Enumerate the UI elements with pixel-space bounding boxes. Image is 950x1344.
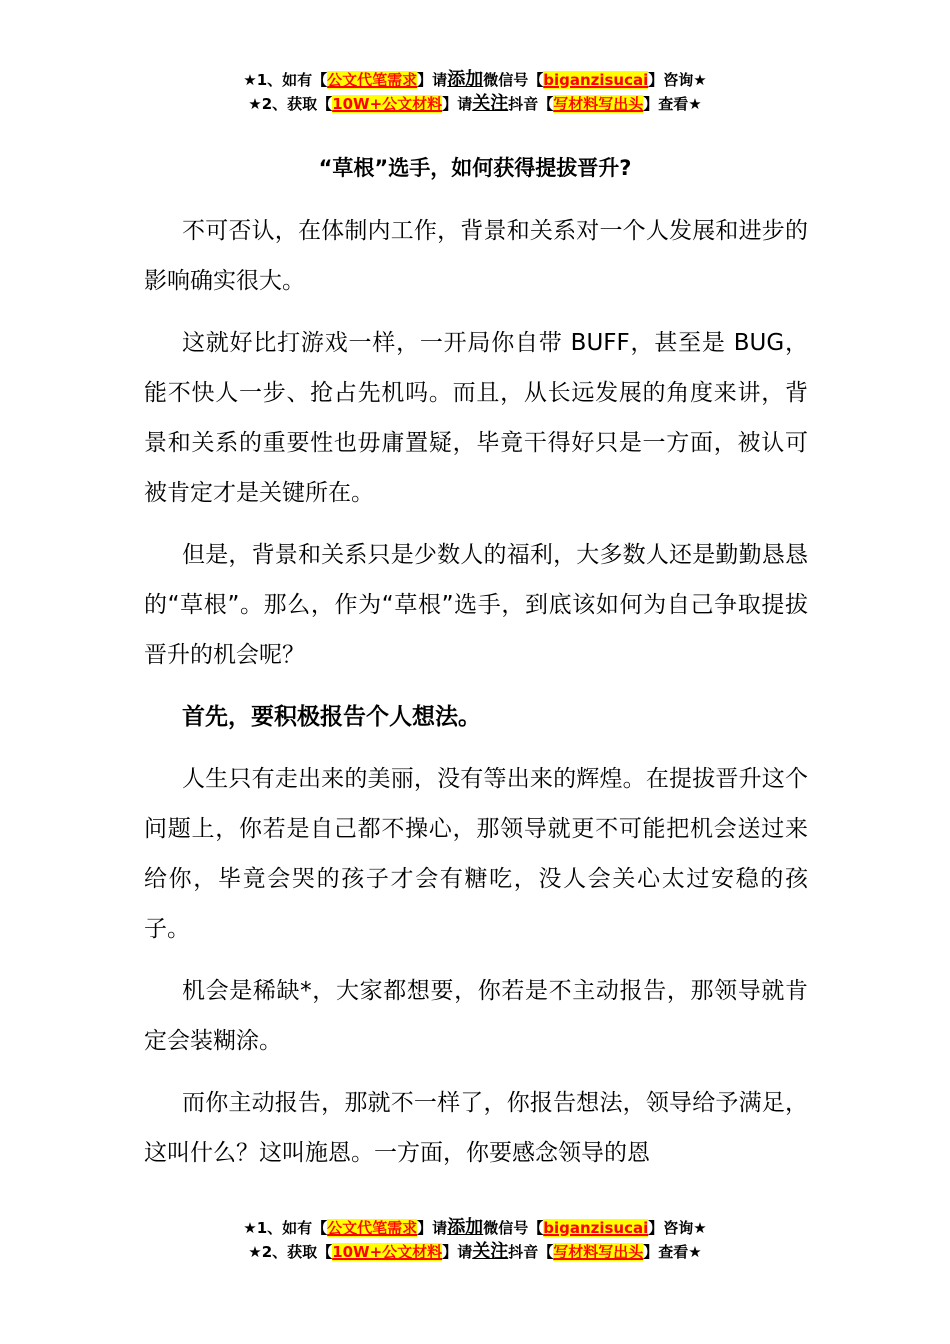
- banner-emphasis: 添加: [447, 69, 484, 90]
- document-body: [144, 206, 808, 1190]
- banner-text: ★2、获取【: [248, 1243, 333, 1261]
- banner-highlight-wechat-id: biganzisucai: [543, 71, 649, 89]
- banner-highlight-materials: 10W+公文材料: [332, 95, 443, 113]
- banner-text: 微信号【: [483, 1219, 544, 1237]
- body-paragraph: 机会是稀缺*，大家都想要，你若是不主动报告，那领导就肯定会装糊涂。: [144, 978, 808, 1054]
- header-banner: [0, 68, 950, 116]
- body-paragraph: 但是，背景和关系只是少数人的福利，大多数人还是勤勤恳恳的“草根”。那么，作为“草根”选手，到底该如何为自己争取提拔晋升的机会呢？: [144, 542, 808, 668]
- banner-text: 】请: [442, 95, 473, 113]
- body-paragraph: 人生只有走出来的美丽，没有等出来的辉煌。在提拔晋升这个问题上，你若是自己都不操心，那领导就更不可能把机会送过来给你，毕竟会哭的孩子才会有糖吃，没人会关心太过安稳的孩子。: [144, 766, 808, 942]
- banner-text: 】咨询★: [648, 1219, 707, 1237]
- banner-line-1: [0, 68, 950, 92]
- banner-text: ★1、如有【: [243, 1219, 328, 1237]
- banner-emphasis: 关注: [472, 1241, 509, 1262]
- banner-emphasis: 添加: [447, 1217, 484, 1238]
- banner-text: 】查看★: [643, 1243, 702, 1261]
- banner-text: 】请: [442, 1243, 473, 1261]
- banner-text: 抖音【: [508, 1243, 554, 1261]
- banner-text: ★1、如有【: [243, 71, 328, 89]
- banner-emphasis: 关注: [472, 93, 509, 114]
- banner-highlight-service: 公文代笔需求: [327, 71, 418, 89]
- body-paragraph: 不可否认，在体制内工作，背景和关系对一个人发展和进步的影响确实很大。: [144, 218, 808, 294]
- banner-text: 】查看★: [643, 95, 702, 113]
- banner-line-1: [0, 1216, 950, 1240]
- banner-line-2: [0, 92, 950, 116]
- banner-highlight-wechat-id: biganzisucai: [543, 1219, 649, 1237]
- banner-highlight-service: 公文代笔需求: [327, 1219, 418, 1237]
- banner-text: 微信号【: [483, 71, 544, 89]
- banner-highlight-douyin-id: 写材料写出头: [553, 95, 644, 113]
- document-title: “草根”选手，如何获得提拔晋升?: [318, 156, 632, 180]
- banner-highlight-douyin-id: 写材料写出头: [553, 1243, 644, 1261]
- banner-text: 抖音【: [508, 95, 554, 113]
- banner-text: ★2、获取【: [248, 95, 333, 113]
- section-heading: 首先，要积极报告个人想法。: [182, 704, 481, 730]
- body-paragraph: 这就好比打游戏一样，一开局你自带 BUFF，甚至是 BUG，能不快人一步、抢占先机吗。而且，从长远发展的角度来讲，背景和关系的重要性也毋庸置疑，毕竟干得好只是一方面，被认可被肯定才是关键所在。: [144, 330, 808, 506]
- body-paragraph: 而你主动报告，那就不一样了，你报告想法，领导给予满足，这叫什么？这叫施恩。一方面，你要感念领导的恩: [144, 1090, 808, 1166]
- footer-banner: [0, 1216, 950, 1264]
- banner-highlight-materials: 10W+公文材料: [332, 1243, 443, 1261]
- banner-text: 】咨询★: [648, 71, 707, 89]
- banner-text: 】请: [417, 1219, 448, 1237]
- banner-line-2: [0, 1240, 950, 1264]
- banner-text: 】请: [417, 71, 448, 89]
